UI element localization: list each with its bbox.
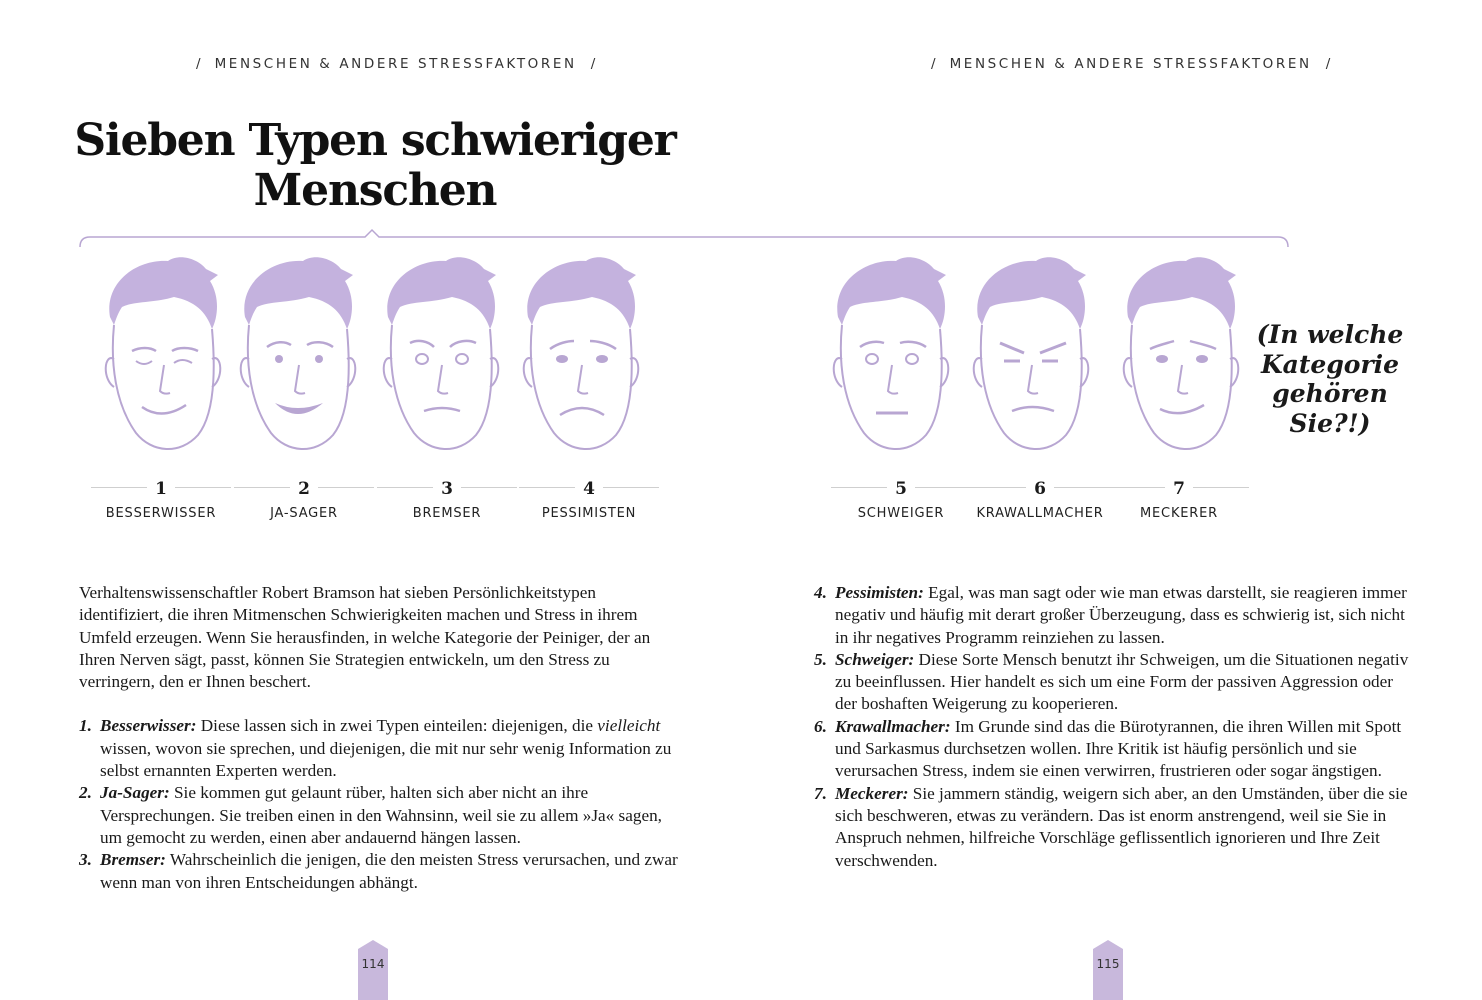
face-pessimisten (520, 255, 640, 465)
type-label-4: 4 PESSIMISTEN (519, 481, 659, 521)
list-item: 7. Meckerer: Sie jammern ständig, weigern sich aber, an den Umständen, über die sie sich beschweren, etwas zu verändern. Das ist enorm anstrengend, weil sie Sie in Anspruch nehmen, hilfreiche Vorschläge geflissentlich ignorieren und Ihre Zeit verschwenden. (814, 783, 1408, 870)
type-label-1: 1 BESSERWISSER (91, 481, 231, 521)
face-ja-sager (237, 255, 357, 465)
running-header-left: / MENSCHEN & ANDERE STRESSFAKTOREN / (196, 56, 596, 72)
type-label-6: 6 KRAWALLMACHER (970, 481, 1110, 521)
type-label-7: 7 MECKERER (1109, 481, 1249, 521)
list-item: 2. Ja-Sager: Sie kommen gut gelaunt rüber, halten sich aber nicht an ihre Versprechungen. Sie treiben einen in den Wahnsinn, weil sie zu allem »Ja« sagen, um gemocht zu werden, einen aber andauernd hängen lassen. (79, 783, 662, 847)
page-title: Sieben Typen schwieriger Menschen (74, 115, 676, 216)
face-besserwisser (102, 255, 222, 465)
type-label-2: 2 JA-SAGER (234, 481, 374, 521)
page-number-right: 115 (1096, 957, 1120, 971)
list-item: 1. Besserwisser: Diese lassen sich in zwei Typen einteilen: diejenigen, die vielleicht wissen, wovon sie sprechen, und diejenigen, die mit nur sehr wenig Information zu selbst ernannten Experten werden. (79, 716, 672, 781)
type-label-3: 3 BREMSER (377, 481, 517, 521)
face-krawallmacher (970, 255, 1090, 465)
right-body-text (814, 582, 1414, 872)
page-number-left: 114 (361, 957, 385, 971)
type-list-left (79, 715, 679, 893)
bracket-line (0, 225, 1482, 255)
list-item: 6. Krawallmacher: Im Grunde sind das die Bürotyrannen, die ihren Willen mit Spott und Sarkasmus durchsetzen wollen. Ihre Kritik ist häufig persönlich und sie verursachen Stress, indem sie einen verwirren, frustrieren oder sogar ängstigen. (814, 716, 1402, 781)
type-list-right (814, 582, 1414, 872)
list-item: 5. Schweiger: Diese Sorte Mensch benutzt ihr Schweigen, um die Situationen negativ zu beeinflussen. Hier handelt es sich um eine Form der passiven Aggression oder der boshaften Weigerung zu kooperieren. (814, 649, 1409, 714)
face-meckerer (1120, 255, 1240, 465)
list-item: 4. Pessimisten: Egal, was man sagt oder wie man etwas darstellt, sie reagieren immer negativ und häufig mit derart großer Überzeugung, dass es schwierig ist, sich nicht in ihr negatives Programm reinziehen zu lassen. (814, 583, 1407, 647)
left-body-text (79, 582, 679, 894)
face-schweiger (830, 255, 950, 465)
intro-paragraph: Verhaltenswissenschaftler Robert Bramson hat sieben Persönlichkeitstypen identifiziert, die ihren Mitmenschen Schwierigkeiten machen und Stress in ihrem Umfeld erzeugen. Wenn Sie herausfinden, in welche Kategorie der Peiniger, der an Ihren Nerven sägt, passt, können Sie Strategien entwickeln, um den Stress zu verringern, den er Ihnen beschert. (79, 583, 651, 692)
type-label-5: 5 SCHWEIGER (831, 481, 971, 521)
running-header-right: / MENSCHEN & ANDERE STRESSFAKTOREN / (931, 56, 1331, 72)
list-item: 3. Bremser: Wahrscheinlich die jenigen, die den meisten Stress verursachen, und zwar wenn man von ihren Entscheidungen abhängt. (79, 850, 678, 892)
question-callout: (In welche Kategorie gehören Sie?!) (1256, 320, 1404, 438)
face-bremser (380, 255, 500, 465)
